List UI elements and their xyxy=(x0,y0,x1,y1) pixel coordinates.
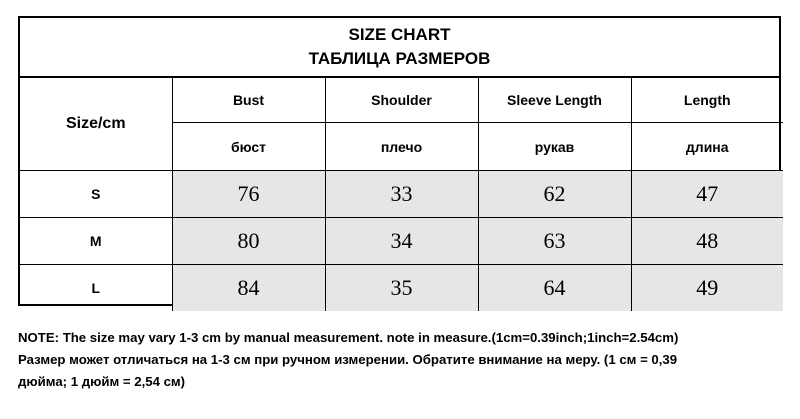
table-cell: 64 xyxy=(478,265,631,312)
column-header-length-ru: длина xyxy=(631,123,783,171)
size-label: L xyxy=(20,265,172,312)
table-cell: 49 xyxy=(631,265,783,312)
table-row xyxy=(20,171,783,218)
size-table xyxy=(20,78,783,311)
column-header-sleeve-length: Sleeve Length xyxy=(478,78,631,123)
column-header-sleeve-ru: рукав xyxy=(478,123,631,171)
note-russian: Размер может отличаться на 1-3 см при ручном измерении. Обратите внимание на меру. (1 см = 0,39 xyxy=(18,352,678,367)
table-cell: 48 xyxy=(631,218,783,265)
table-cell: 84 xyxy=(172,265,325,312)
column-header-shoulder: Shoulder xyxy=(325,78,478,123)
note-english: NOTE: The size may vary 1-3 cm by manual measurement. note in measure.(1cm=0.39inch;1inch=2.54cm) xyxy=(18,330,679,345)
column-header-bust-ru: бюст xyxy=(172,123,325,171)
table-cell: 76 xyxy=(172,171,325,218)
table-cell: 62 xyxy=(478,171,631,218)
table-cell: 34 xyxy=(325,218,478,265)
measurement-note xyxy=(18,327,788,393)
size-label: M xyxy=(20,218,172,265)
note-russian-continued: дюйма; 1 дюйм = 2,54 см) xyxy=(18,374,186,389)
table-cell: 35 xyxy=(325,265,478,312)
size-chart xyxy=(18,16,781,306)
chart-title xyxy=(20,18,779,78)
column-header-shoulder-ru: плечо xyxy=(325,123,478,171)
size-label: S xyxy=(20,171,172,218)
table-cell: 33 xyxy=(325,171,478,218)
header-row-english xyxy=(20,78,783,123)
column-header-bust: Bust xyxy=(172,78,325,123)
table-cell: 63 xyxy=(478,218,631,265)
table-cell: 47 xyxy=(631,171,783,218)
column-header-length: Length xyxy=(631,78,783,123)
size-cm-header: Size/cm xyxy=(20,78,172,171)
title-english: SIZE CHART xyxy=(348,25,451,44)
table-row xyxy=(20,218,783,265)
table-cell: 80 xyxy=(172,218,325,265)
title-russian: ТАБЛИЦА РАЗМЕРОВ xyxy=(308,49,491,68)
table-row xyxy=(20,265,783,312)
